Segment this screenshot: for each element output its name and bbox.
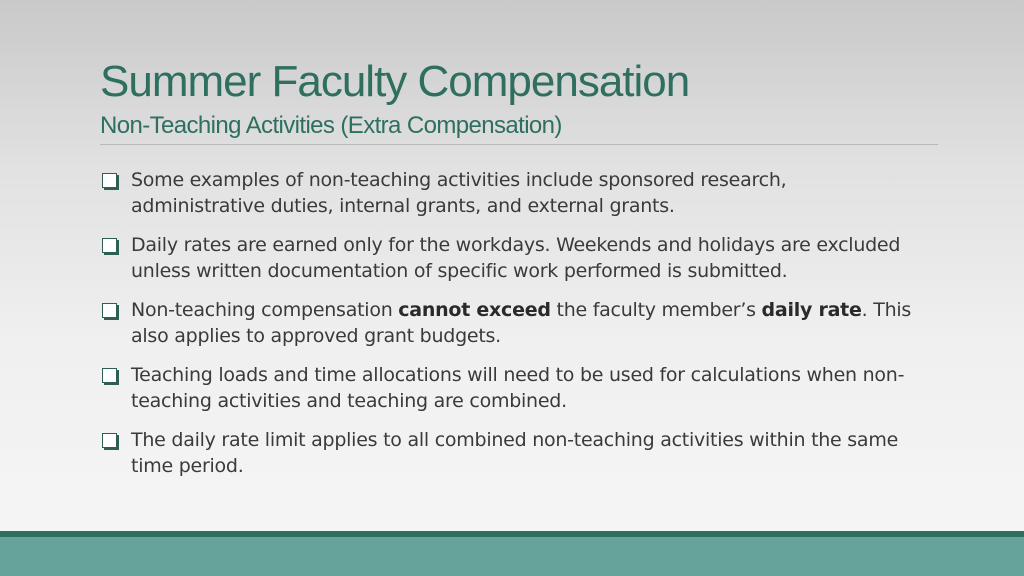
- bullet-text: Teaching loads and time allocations will need to be used for calculations when non-teaching activities and teaching are combined.: [131, 364, 905, 412]
- bullet-emphasis: cannot exceed: [398, 299, 551, 321]
- checkbox-square-icon: [102, 238, 117, 253]
- bullet-text: Some examples of non-teaching activities include sponsored research, administrative duties, internal grants, and external grants.: [131, 169, 787, 217]
- checkbox-square-icon: [102, 173, 117, 188]
- slide-subtitle: Non-Teaching Activities (Extra Compensation): [100, 112, 562, 139]
- bullet-text-part: Non-teaching compensation: [131, 299, 399, 321]
- bullet-text-part: the faculty member’s: [550, 299, 762, 321]
- slide-title: Summer Faculty Compensation: [100, 57, 690, 106]
- checkbox-square-icon: [102, 433, 117, 448]
- bullet-item: [102, 298, 922, 349]
- bullet-list: [102, 168, 922, 493]
- bullet-item: [102, 428, 922, 479]
- bullet-item: [102, 233, 922, 284]
- title-divider: [100, 144, 938, 145]
- checkbox-square-icon: [102, 303, 117, 318]
- bullet-emphasis: daily rate: [761, 299, 862, 321]
- bullet-text-part: . This also applies to approved grant budgets.: [131, 299, 912, 347]
- bullet-item: [102, 168, 922, 219]
- footer-band: [0, 537, 1024, 576]
- bullet-item: [102, 363, 922, 414]
- bullet-text: The daily rate limit applies to all combined non-teaching activities within the same time period.: [131, 429, 899, 477]
- bullet-text: Daily rates are earned only for the workdays. Weekends and holidays are excluded unless written documentation of specific work performed is submitted.: [131, 234, 901, 282]
- checkbox-square-icon: [102, 368, 117, 383]
